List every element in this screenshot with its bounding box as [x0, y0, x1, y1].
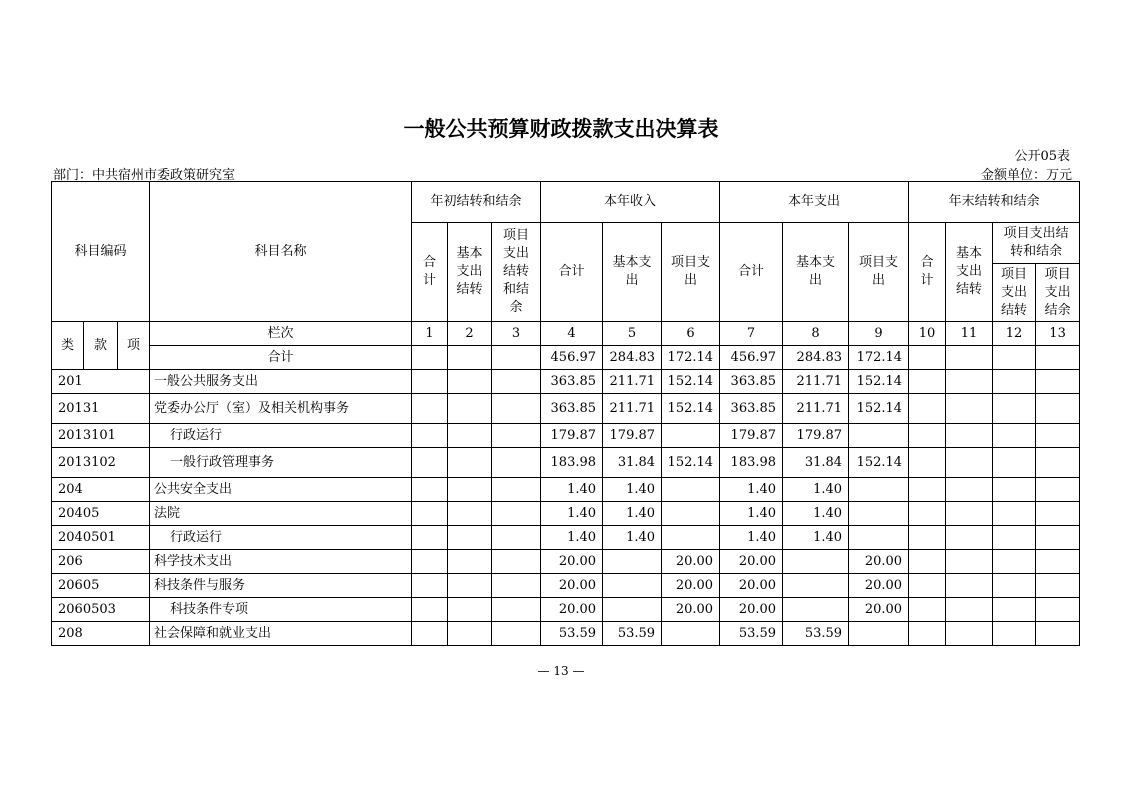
table-row — [52, 478, 1080, 502]
value-cell — [492, 478, 541, 502]
value-cell: 363.85 — [720, 370, 783, 394]
value-cell: 20.00 — [662, 598, 720, 622]
value-cell — [783, 598, 849, 622]
header-income-total: 合计 — [541, 223, 603, 322]
value-cell — [412, 394, 448, 424]
value-cell: 363.85 — [720, 394, 783, 424]
value-cell — [492, 598, 541, 622]
total-cell — [412, 346, 448, 370]
value-cell — [492, 622, 541, 646]
header-end-project-balance: 项目 支出 结余 — [1036, 264, 1080, 322]
value-cell — [993, 574, 1036, 598]
table-row — [52, 574, 1080, 598]
header-end-project-carry: 项目 支出 结转 — [993, 264, 1036, 322]
value-cell — [492, 424, 541, 448]
header-subject-code: 科目编码 — [52, 182, 150, 322]
value-cell: 1.40 — [541, 502, 603, 526]
value-cell — [492, 394, 541, 424]
value-cell — [1036, 622, 1080, 646]
column-index-cell: 3 — [492, 322, 541, 346]
value-cell — [909, 598, 946, 622]
value-cell — [662, 424, 720, 448]
value-cell — [448, 448, 492, 478]
header-end-basic: 基本 支出 结转 — [946, 223, 993, 322]
subject-code: 201 — [52, 370, 150, 394]
value-cell — [448, 622, 492, 646]
value-cell — [448, 574, 492, 598]
value-cell — [909, 502, 946, 526]
subject-name: 公共安全支出 — [150, 478, 412, 502]
header-income-project: 项目支 出 — [662, 223, 720, 322]
column-index-cell: 11 — [946, 322, 993, 346]
value-cell: 183.98 — [541, 448, 603, 478]
value-cell: 20.00 — [720, 598, 783, 622]
value-cell — [849, 424, 909, 448]
value-cell: 211.71 — [603, 370, 662, 394]
value-cell — [993, 622, 1036, 646]
value-cell — [946, 478, 993, 502]
value-cell: 53.59 — [783, 622, 849, 646]
table-row — [52, 598, 1080, 622]
budget-table — [51, 181, 1080, 646]
column-index-cell: 2 — [448, 322, 492, 346]
value-cell — [1036, 598, 1080, 622]
column-index-cell: 7 — [720, 322, 783, 346]
value-cell: 179.87 — [541, 424, 603, 448]
value-cell — [662, 622, 720, 646]
total-cell: 456.97 — [541, 346, 603, 370]
header-category-lei: 类 — [52, 322, 84, 370]
header-income: 本年收入 — [541, 182, 720, 223]
table-row — [52, 394, 1080, 424]
value-cell: 1.40 — [603, 478, 662, 502]
header-end-balance: 年末结转和结余 — [909, 182, 1080, 223]
value-cell — [492, 526, 541, 550]
value-cell: 1.40 — [783, 526, 849, 550]
value-cell — [448, 424, 492, 448]
value-cell: 363.85 — [541, 394, 603, 424]
value-cell — [492, 370, 541, 394]
value-cell — [909, 370, 946, 394]
header-subject-name: 科目名称 — [150, 182, 412, 322]
total-cell: 172.14 — [849, 346, 909, 370]
value-cell — [993, 394, 1036, 424]
department-label: 部门：中共宿州市委政策研究室 — [53, 168, 236, 183]
total-cell: 172.14 — [662, 346, 720, 370]
value-cell — [993, 448, 1036, 478]
value-cell — [993, 370, 1036, 394]
value-cell: 152.14 — [849, 394, 909, 424]
value-cell: 20.00 — [849, 598, 909, 622]
value-cell — [448, 394, 492, 424]
value-cell: 179.87 — [783, 424, 849, 448]
value-cell — [946, 370, 993, 394]
value-cell — [849, 622, 909, 646]
subject-name: 行政运行 — [150, 424, 412, 448]
value-cell — [412, 478, 448, 502]
value-cell — [1036, 502, 1080, 526]
value-cell: 1.40 — [541, 478, 603, 502]
subject-name: 科学技术支出 — [150, 550, 412, 574]
value-cell — [492, 448, 541, 478]
value-cell — [909, 424, 946, 448]
column-index-cell: 5 — [603, 322, 662, 346]
column-index-cell: 13 — [1036, 322, 1080, 346]
value-cell — [448, 550, 492, 574]
header-end-project-group: 项目支出结 转和结余 — [993, 223, 1080, 264]
value-cell — [412, 598, 448, 622]
value-cell: 211.71 — [783, 394, 849, 424]
table-row — [52, 502, 1080, 526]
header-expense-project: 项目支 出 — [849, 223, 909, 322]
form-number: 公开05表 — [1014, 149, 1070, 164]
subject-name: 一般公共服务支出 — [150, 370, 412, 394]
value-cell — [492, 550, 541, 574]
value-cell: 31.84 — [783, 448, 849, 478]
value-cell — [492, 502, 541, 526]
value-cell — [783, 574, 849, 598]
grand-total-label: 合计 — [150, 346, 412, 370]
value-cell — [412, 502, 448, 526]
value-cell — [448, 370, 492, 394]
value-cell — [909, 448, 946, 478]
value-cell: 152.14 — [849, 370, 909, 394]
total-cell — [946, 346, 993, 370]
value-cell — [412, 526, 448, 550]
value-cell — [783, 550, 849, 574]
value-cell — [1036, 370, 1080, 394]
total-cell: 284.83 — [603, 346, 662, 370]
value-cell: 53.59 — [541, 622, 603, 646]
value-cell — [946, 622, 993, 646]
header-expense-basic: 基本支 出 — [783, 223, 849, 322]
subject-code: 20605 — [52, 574, 150, 598]
value-cell: 20.00 — [662, 550, 720, 574]
header-expense-total: 合计 — [720, 223, 783, 322]
total-cell — [1036, 346, 1080, 370]
value-cell — [909, 574, 946, 598]
header-income-basic: 基本支 出 — [603, 223, 662, 322]
value-cell — [946, 424, 993, 448]
value-cell — [492, 574, 541, 598]
total-cell — [993, 346, 1036, 370]
value-cell — [603, 574, 662, 598]
value-cell — [662, 526, 720, 550]
value-cell — [993, 550, 1036, 574]
value-cell — [1036, 574, 1080, 598]
subject-code: 2040501 — [52, 526, 150, 550]
value-cell — [448, 502, 492, 526]
value-cell: 1.40 — [603, 502, 662, 526]
subject-name: 行政运行 — [150, 526, 412, 550]
header-begin-basic: 基本 支出 结转 — [448, 223, 492, 322]
table-row — [52, 550, 1080, 574]
value-cell: 183.98 — [720, 448, 783, 478]
value-cell: 1.40 — [720, 526, 783, 550]
table-row — [52, 448, 1080, 478]
column-index-cell: 10 — [909, 322, 946, 346]
column-index-cell: 1 — [412, 322, 448, 346]
value-cell — [412, 574, 448, 598]
value-cell: 20.00 — [541, 598, 603, 622]
header-expense: 本年支出 — [720, 182, 909, 223]
value-cell — [909, 550, 946, 574]
value-cell: 31.84 — [603, 448, 662, 478]
page-number: — 13 — — [537, 664, 585, 678]
header-category-kuan: 款 — [84, 322, 118, 370]
header-column-index: 栏次 — [150, 322, 412, 346]
subject-name: 法院 — [150, 502, 412, 526]
value-cell — [412, 448, 448, 478]
value-cell — [662, 502, 720, 526]
subject-code: 2060503 — [52, 598, 150, 622]
value-cell: 1.40 — [541, 526, 603, 550]
subject-code: 2013101 — [52, 424, 150, 448]
value-cell — [603, 598, 662, 622]
value-cell — [993, 424, 1036, 448]
subject-name: 社会保障和就业支出 — [150, 622, 412, 646]
value-cell — [993, 598, 1036, 622]
value-cell — [946, 598, 993, 622]
value-cell — [946, 550, 993, 574]
subject-name: 党委办公厅（室）及相关机构事务 — [150, 394, 412, 424]
header-category-xiang: 项 — [118, 322, 150, 370]
subject-code: 208 — [52, 622, 150, 646]
value-cell — [909, 478, 946, 502]
value-cell: 53.59 — [603, 622, 662, 646]
value-cell: 1.40 — [720, 478, 783, 502]
value-cell: 20.00 — [849, 550, 909, 574]
value-cell — [909, 394, 946, 424]
value-cell — [946, 448, 993, 478]
value-cell: 179.87 — [720, 424, 783, 448]
header-begin-project: 项目 支出 结转 和结 余 — [492, 223, 541, 322]
subject-code: 206 — [52, 550, 150, 574]
value-cell — [603, 550, 662, 574]
value-cell — [448, 526, 492, 550]
value-cell: 211.71 — [603, 394, 662, 424]
value-cell — [849, 502, 909, 526]
subject-name: 科技条件与服务 — [150, 574, 412, 598]
column-index-cell: 9 — [849, 322, 909, 346]
value-cell — [909, 526, 946, 550]
subject-code: 20131 — [52, 394, 150, 424]
value-cell: 211.71 — [783, 370, 849, 394]
total-cell — [909, 346, 946, 370]
value-cell — [849, 478, 909, 502]
value-cell: 53.59 — [720, 622, 783, 646]
subject-name: 一般行政管理事务 — [150, 448, 412, 478]
table-row — [52, 370, 1080, 394]
value-cell: 20.00 — [662, 574, 720, 598]
value-cell — [849, 526, 909, 550]
unit-label: 金额单位：万元 — [980, 168, 1072, 183]
column-index-cell: 8 — [783, 322, 849, 346]
value-cell — [909, 622, 946, 646]
value-cell: 20.00 — [720, 550, 783, 574]
value-cell — [1036, 394, 1080, 424]
page-title: 一般公共预算财政拨款支出决算表 — [403, 117, 719, 141]
value-cell — [448, 478, 492, 502]
header-begin-total: 合 计 — [412, 223, 448, 322]
value-cell — [946, 394, 993, 424]
value-cell — [946, 526, 993, 550]
column-index-cell: 6 — [662, 322, 720, 346]
table-row — [52, 526, 1080, 550]
subject-code: 2013102 — [52, 448, 150, 478]
subject-code: 204 — [52, 478, 150, 502]
value-cell — [1036, 550, 1080, 574]
value-cell: 152.14 — [849, 448, 909, 478]
subject-code: 20405 — [52, 502, 150, 526]
value-cell — [946, 574, 993, 598]
value-cell — [412, 550, 448, 574]
total-cell: 284.83 — [783, 346, 849, 370]
value-cell: 179.87 — [603, 424, 662, 448]
total-cell: 456.97 — [720, 346, 783, 370]
column-index-cell: 12 — [993, 322, 1036, 346]
value-cell — [946, 502, 993, 526]
value-cell: 20.00 — [720, 574, 783, 598]
subject-name: 科技条件专项 — [150, 598, 412, 622]
value-cell — [1036, 478, 1080, 502]
value-cell: 1.40 — [783, 502, 849, 526]
value-cell — [1036, 526, 1080, 550]
value-cell — [1036, 424, 1080, 448]
value-cell: 20.00 — [541, 574, 603, 598]
column-index-cell: 4 — [541, 322, 603, 346]
value-cell — [412, 424, 448, 448]
value-cell — [993, 526, 1036, 550]
value-cell: 152.14 — [662, 448, 720, 478]
total-cell — [492, 346, 541, 370]
value-cell — [993, 502, 1036, 526]
value-cell: 152.14 — [662, 394, 720, 424]
value-cell: 1.40 — [603, 526, 662, 550]
value-cell: 152.14 — [662, 370, 720, 394]
value-cell: 20.00 — [849, 574, 909, 598]
value-cell: 20.00 — [541, 550, 603, 574]
table-row — [52, 424, 1080, 448]
value-cell — [448, 598, 492, 622]
header-end-total: 合 计 — [909, 223, 946, 322]
total-cell — [448, 346, 492, 370]
value-cell: 1.40 — [783, 478, 849, 502]
value-cell: 1.40 — [720, 502, 783, 526]
value-cell: 363.85 — [541, 370, 603, 394]
table-row — [52, 622, 1080, 646]
header-begin-balance: 年初结转和结余 — [412, 182, 541, 223]
value-cell — [412, 622, 448, 646]
value-cell — [1036, 448, 1080, 478]
value-cell — [662, 478, 720, 502]
value-cell — [412, 370, 448, 394]
value-cell — [993, 478, 1036, 502]
